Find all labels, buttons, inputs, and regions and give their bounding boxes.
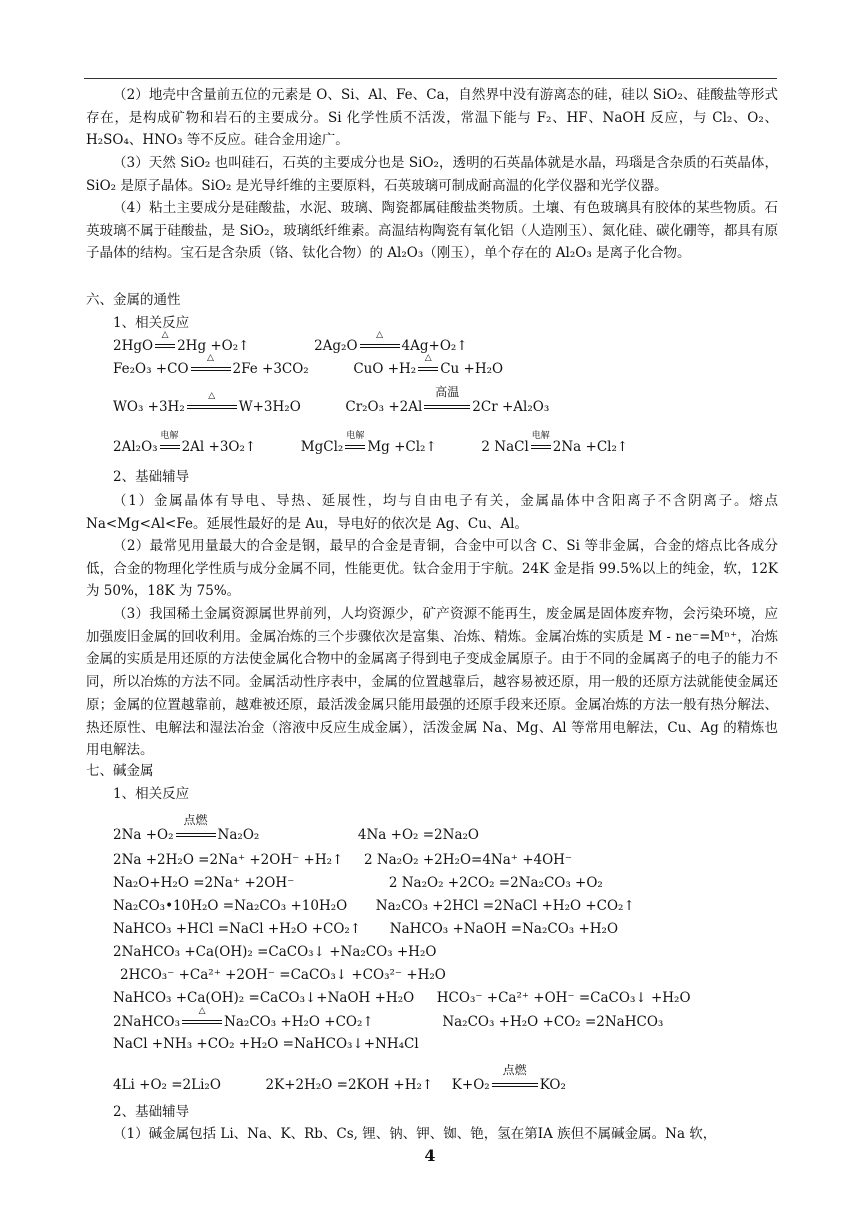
equation: 2 Na₂O₂ +2CO₂ =2Na₂CO₃ +O₂ — [388, 875, 603, 891]
equation-row — [113, 385, 550, 416]
equation-lhs: 2Al₂O₃ — [113, 439, 158, 455]
equation: 2Na +2H₂O =2Na⁺ +2OH⁻ +H₂↑ — [113, 852, 344, 868]
equation: Na₂CO₃ +H₂O +CO₂ =2NaHCO₃ — [442, 1014, 664, 1030]
equation-lhs: MgCl₂ — [300, 439, 344, 455]
equation-rhs: 2Na +Cl₂↑ — [552, 439, 629, 455]
paragraph-alkali-intro: （1）碱金属包括 Li、Na、K、Rb、Cs, 锂、钠、钾、铷、铯，氢在第ⅠA 族但不属碱金属。Na 软， — [113, 1126, 717, 1142]
equation-rhs: 2Fe +3CO₂ — [232, 361, 309, 377]
paragraph-silicon-crust: （2）地壳中含量前五位的元素是 O、Si、Al、Fe、Ca，自然界中没有游离态的硅，硅以 SiO₂、硅酸盐等形式存在，是构成矿物和岩石的主要成分。Si 化学性质不活泼，常温下能与 F₂、HF、NaOH 反应，与 Cl₂、O₂、H₂SO₄、HNO₃ 等不反应。硅合金用途广。 — [86, 87, 778, 149]
equation-rhs: KO₂ — [539, 1077, 566, 1093]
equation-lhs: 2 NaCl — [481, 439, 529, 455]
paragraph-silica: （3）天然 SiO₂ 也叫硅石，石英的主要成分也是 SiO₂，透明的石英晶体就是水晶，玛瑙是含杂质的石英晶体，SiO₂ 是原子晶体。SiO₂ 是光导纤维的主要原料，石英玻璃可制成耐高温的化学仪器和光学仪器。 — [86, 155, 778, 194]
heat-arrow: △ — [360, 336, 400, 352]
header-rule — [84, 78, 777, 79]
equation-rhs: 4Ag+O₂↑ — [401, 338, 468, 354]
equation-row — [113, 431, 629, 456]
equation-row — [113, 851, 572, 869]
equation-rhs: W+3H₂O — [238, 399, 301, 415]
heat-arrow: △ — [418, 359, 438, 375]
equation-row — [113, 874, 603, 892]
equation: HCO₃⁻ +Ca²⁺ +OH⁻ =CaCO₃↓ +H₂O — [436, 990, 691, 1006]
equation-row — [113, 1006, 664, 1031]
equation-rhs: 2Hg +O₂↑ — [177, 338, 250, 354]
heat-arrow: △ — [155, 336, 175, 352]
equation-row — [113, 330, 468, 355]
equation-row — [113, 1063, 566, 1094]
section-heading-alkali-metals: 七、碱金属 — [86, 763, 154, 779]
paragraph-metallurgy: （3）我国稀土金属资源属世界前列，人均资源少，矿产资源不能再生，废金属是固体废弃物，会污染环境，应加强废旧金属的回收利用。金属冶炼的三个步骤依次是富集、冶炼、精炼。金属冶炼的实质是 M - ne⁻=Mⁿ⁺，冶炼金属的实质是用还原的方法使金属化合物中的金属离子得到电子变成金属原子。由于不同的金属离子的电子的能力不同，所以冶炼的方法不同。金属活动性序表中，金属的位置越靠后，越容易被还原，用一般的还原方法就能使金属还原；金属的位置越靠前，越难被还原，最活泼金属只能用最强的还原手段来还原。金属冶炼的方法一般有热分解法、热还原性、电解法和湿法冶金（溶液中反应生成金属），活泼金属 Na、Mg、Al 等常用电解法，Cu、Ag 的精炼也用电解法。 — [86, 606, 778, 759]
heat-arrow: △ — [182, 1012, 222, 1028]
equation-lhs: CuO +H₂ — [353, 361, 417, 377]
equation-rhs: 2Cr +Al₂O₃ — [472, 399, 550, 415]
equation: NaCl +NH₃ +CO₂ +H₂O =NaHCO₃↓+NH₄Cl — [113, 1036, 419, 1052]
equation-rhs: Mg +Cl₂↑ — [367, 439, 437, 455]
equation-lhs: 2HgO — [113, 338, 154, 354]
paragraph-silicates: （4）粘土主要成分是硅酸盐，水泥、玻璃、陶瓷都属硅酸盐类物质。土壤、有色玻璃具有胶体的某些物质。石英玻璃不属于硅酸盐，是 SiO₂，玻璃纸纤维素。高温结构陶瓷有氧化铝（人造刚玉）、氮化硅、碳化硼等，都具有原子晶体的结构。宝石是含杂质（铬、钛化合物）的 Al₂O₃（刚玉），单个存在的 Al₂O₃ 是离子化合物。 — [86, 200, 778, 262]
equation-lhs: 2Ag₂O — [314, 338, 358, 354]
heat-arrow: △ — [191, 359, 231, 375]
equation-lhs: Fe₂O₃ +CO — [113, 361, 189, 377]
electrolysis-arrow: 电解 — [160, 437, 180, 453]
electrolysis-arrow: 电解 — [531, 437, 551, 453]
paragraph-alloys: （2）最常见用量最大的合金是钢，最早的合金是青铜，合金中可以含 C、Si 等非金属，合金的熔点比各成分低，合金的物理化学性质与成分金属不同，性能更优。钛合金用于宇航。24K 金是指 99.5%以上的纯金，软，12K 为 50%，18K 为 75%。 — [86, 538, 778, 600]
high-temp-arrow: 高温 — [424, 397, 470, 413]
equation-rhs: Na₂O₂ — [217, 827, 260, 843]
equation: 2K+2H₂O =2KOH +H₂↑ — [265, 1077, 434, 1093]
equation-row — [113, 920, 618, 938]
paragraph-metal-crystal: （1）金属晶体有导电、导热、延展性，均与自由电子有关，金属晶体中含阳离子不含阴离子。熔点 Na<Mg<Al<Fe。延展性最好的是 Au，导电好的依次是 Ag、Cu、Al。 — [86, 493, 778, 532]
equation: Na₂CO₃•10H₂O =Na₂CO₃ +10H₂O — [113, 898, 348, 914]
subheading-guidance: 2、基础辅导 — [113, 469, 190, 485]
electrolysis-arrow: 电解 — [345, 437, 365, 453]
page-number: 4 — [424, 1146, 436, 1165]
equation: Na₂CO₃ +2HCl =2NaCl +H₂O +CO₂↑ — [375, 898, 635, 914]
equation: 4Na +O₂ =2Na₂O — [357, 827, 479, 843]
equation-lhs: 2Na +O₂ — [113, 827, 174, 843]
equation-row — [113, 813, 479, 844]
subheading-reactions: 1、相关反应 — [113, 315, 190, 331]
equation-rhs: Cu +H₂O — [440, 361, 504, 377]
equation-row — [113, 897, 635, 915]
equation-lhs: K+O₂ — [451, 1077, 490, 1093]
equation: Na₂O+H₂O =2Na⁺ +2OH⁻ — [113, 875, 295, 891]
equation: 2NaHCO₃ +Ca(OH)₂ =CaCO₃↓ +Na₂CO₃ +H₂O — [113, 944, 437, 960]
equation-lhs: Cr₂O₃ +2Al — [345, 399, 423, 415]
subheading-reactions: 1、相关反应 — [113, 786, 190, 802]
heat-arrow: △ — [187, 397, 237, 413]
equation: NaHCO₃ +Ca(OH)₂ =CaCO₃↓+NaOH +H₂O — [113, 990, 415, 1006]
equation: 2 Na₂O₂ +2H₂O=4Na⁺ +4OH⁻ — [363, 852, 573, 868]
subheading-guidance: 2、基础辅导 — [113, 1104, 190, 1120]
equation-lhs: WO₃ +3H₂ — [113, 399, 185, 415]
equation-rhs: 2Al +3O₂↑ — [181, 439, 257, 455]
equation: NaHCO₃ +HCl =NaCl +H₂O +CO₂↑ — [113, 921, 362, 937]
ignite-arrow: 点燃 — [492, 1075, 538, 1091]
equation: 4Li +O₂ =2Li₂O — [113, 1077, 221, 1093]
section-heading-metals: 六、金属的通性 — [86, 292, 181, 308]
equation: NaHCO₃ +NaOH =Na₂CO₃ +H₂O — [389, 921, 619, 937]
equation: 2HCO₃⁻ +Ca²⁺ +2OH⁻ =CaCO₃↓ +CO₃²⁻ +H₂O — [120, 967, 446, 983]
equation-row — [113, 353, 504, 378]
ignite-arrow: 点燃 — [176, 825, 216, 841]
equation-lhs: 2NaHCO₃ — [113, 1014, 181, 1030]
equation-rhs: Na₂CO₃ +H₂O +CO₂↑ — [224, 1014, 374, 1030]
